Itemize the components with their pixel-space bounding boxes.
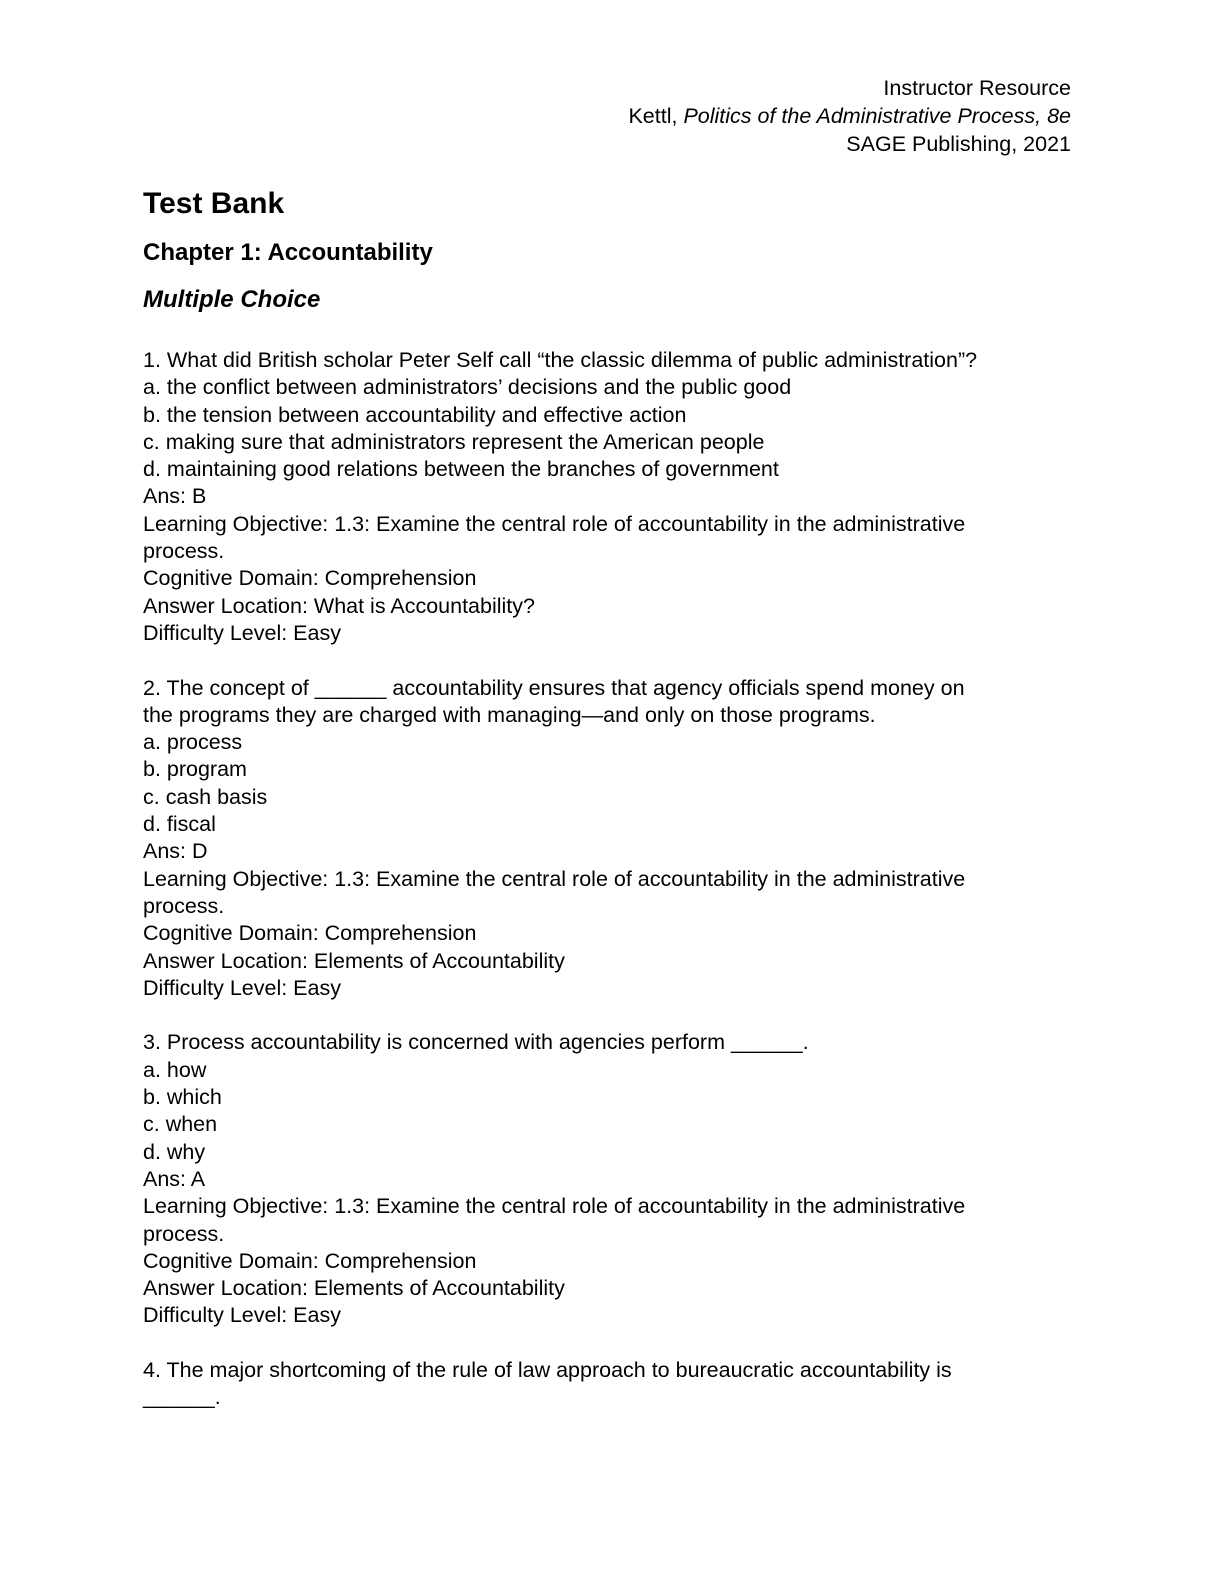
header-author: Kettl, xyxy=(628,104,684,128)
question-stem: 4. The major shortcoming of the rule of law approach to bureaucratic accountability is xyxy=(143,1357,952,1382)
learning-objective-cont: process. xyxy=(143,539,225,564)
answer-option: c. cash basis xyxy=(143,784,268,809)
question-stem-cont: the programs they are charged with managing—and only on those programs. xyxy=(143,702,876,727)
learning-objective-cont: process. xyxy=(143,893,225,918)
answer-option: c. making sure that administrators represent the American people xyxy=(143,429,765,454)
question-item xyxy=(143,1357,1071,1412)
header-book-line xyxy=(143,102,1071,130)
question-stem: 1. What did British scholar Peter Self call “the classic dilemma of public administration”? xyxy=(143,348,978,372)
answer-option: d. fiscal xyxy=(143,812,216,837)
answer-option: c. when xyxy=(143,1112,218,1137)
difficulty-level: Difficulty Level: Easy xyxy=(143,975,341,1000)
answer-location: Answer Location: What is Accountability? xyxy=(143,593,535,618)
learning-objective-cont: process. xyxy=(143,1221,225,1246)
question-item xyxy=(143,675,1071,1003)
learning-objective: Learning Objective: 1.3: Examine the central role of accountability in the administrative xyxy=(143,511,966,536)
difficulty-level: Difficulty Level: Easy xyxy=(143,1303,341,1328)
difficulty-level: Difficulty Level: Easy xyxy=(143,620,341,645)
question-item xyxy=(143,347,1071,647)
answer-key: Ans: B xyxy=(143,484,207,509)
question-item xyxy=(143,1029,1071,1329)
answer-option: a. process xyxy=(143,730,243,755)
cognitive-domain: Cognitive Domain: Comprehension xyxy=(143,921,477,946)
chapter-heading: Chapter 1: Accountability xyxy=(143,239,433,266)
question-stem: 2. The concept of ______ accountability ensures that agency officials spend money on xyxy=(143,675,965,700)
answer-option: b. which xyxy=(143,1085,222,1110)
header-resource-line: Instructor Resource xyxy=(883,76,1071,100)
learning-objective: Learning Objective: 1.3: Examine the central role of accountability in the administrative xyxy=(143,866,966,891)
answer-option: d. maintaining good relations between the branches of government xyxy=(143,457,779,482)
question-list xyxy=(143,347,1071,1412)
question-stem-cont: ______. xyxy=(143,1385,221,1410)
cognitive-domain: Cognitive Domain: Comprehension xyxy=(143,1248,477,1273)
header-book-title: Politics of the Administrative Process, 8e xyxy=(683,104,1071,128)
page-title: Test Bank xyxy=(143,187,285,220)
answer-location: Answer Location: Elements of Accountability xyxy=(143,948,565,973)
answer-option: a. how xyxy=(143,1057,207,1082)
document-page xyxy=(143,74,1071,1439)
answer-option: b. program xyxy=(143,757,247,782)
header-publisher-line: SAGE Publishing, 2021 xyxy=(846,132,1071,156)
learning-objective: Learning Objective: 1.3: Examine the central role of accountability in the administrative xyxy=(143,1194,966,1219)
question-stem: 3. Process accountability is concerned with agencies perform ______. xyxy=(143,1030,809,1055)
answer-key: Ans: D xyxy=(143,839,208,864)
answer-option: b. the tension between accountability and effective action xyxy=(143,402,687,427)
page-header xyxy=(143,74,1071,158)
section-heading: Multiple Choice xyxy=(143,286,321,313)
cognitive-domain: Cognitive Domain: Comprehension xyxy=(143,566,477,591)
answer-location: Answer Location: Elements of Accountability xyxy=(143,1276,565,1301)
answer-option: a. the conflict between administrators’ decisions and the public good xyxy=(143,375,792,400)
answer-key: Ans: A xyxy=(143,1166,206,1191)
answer-option: d. why xyxy=(143,1139,206,1164)
